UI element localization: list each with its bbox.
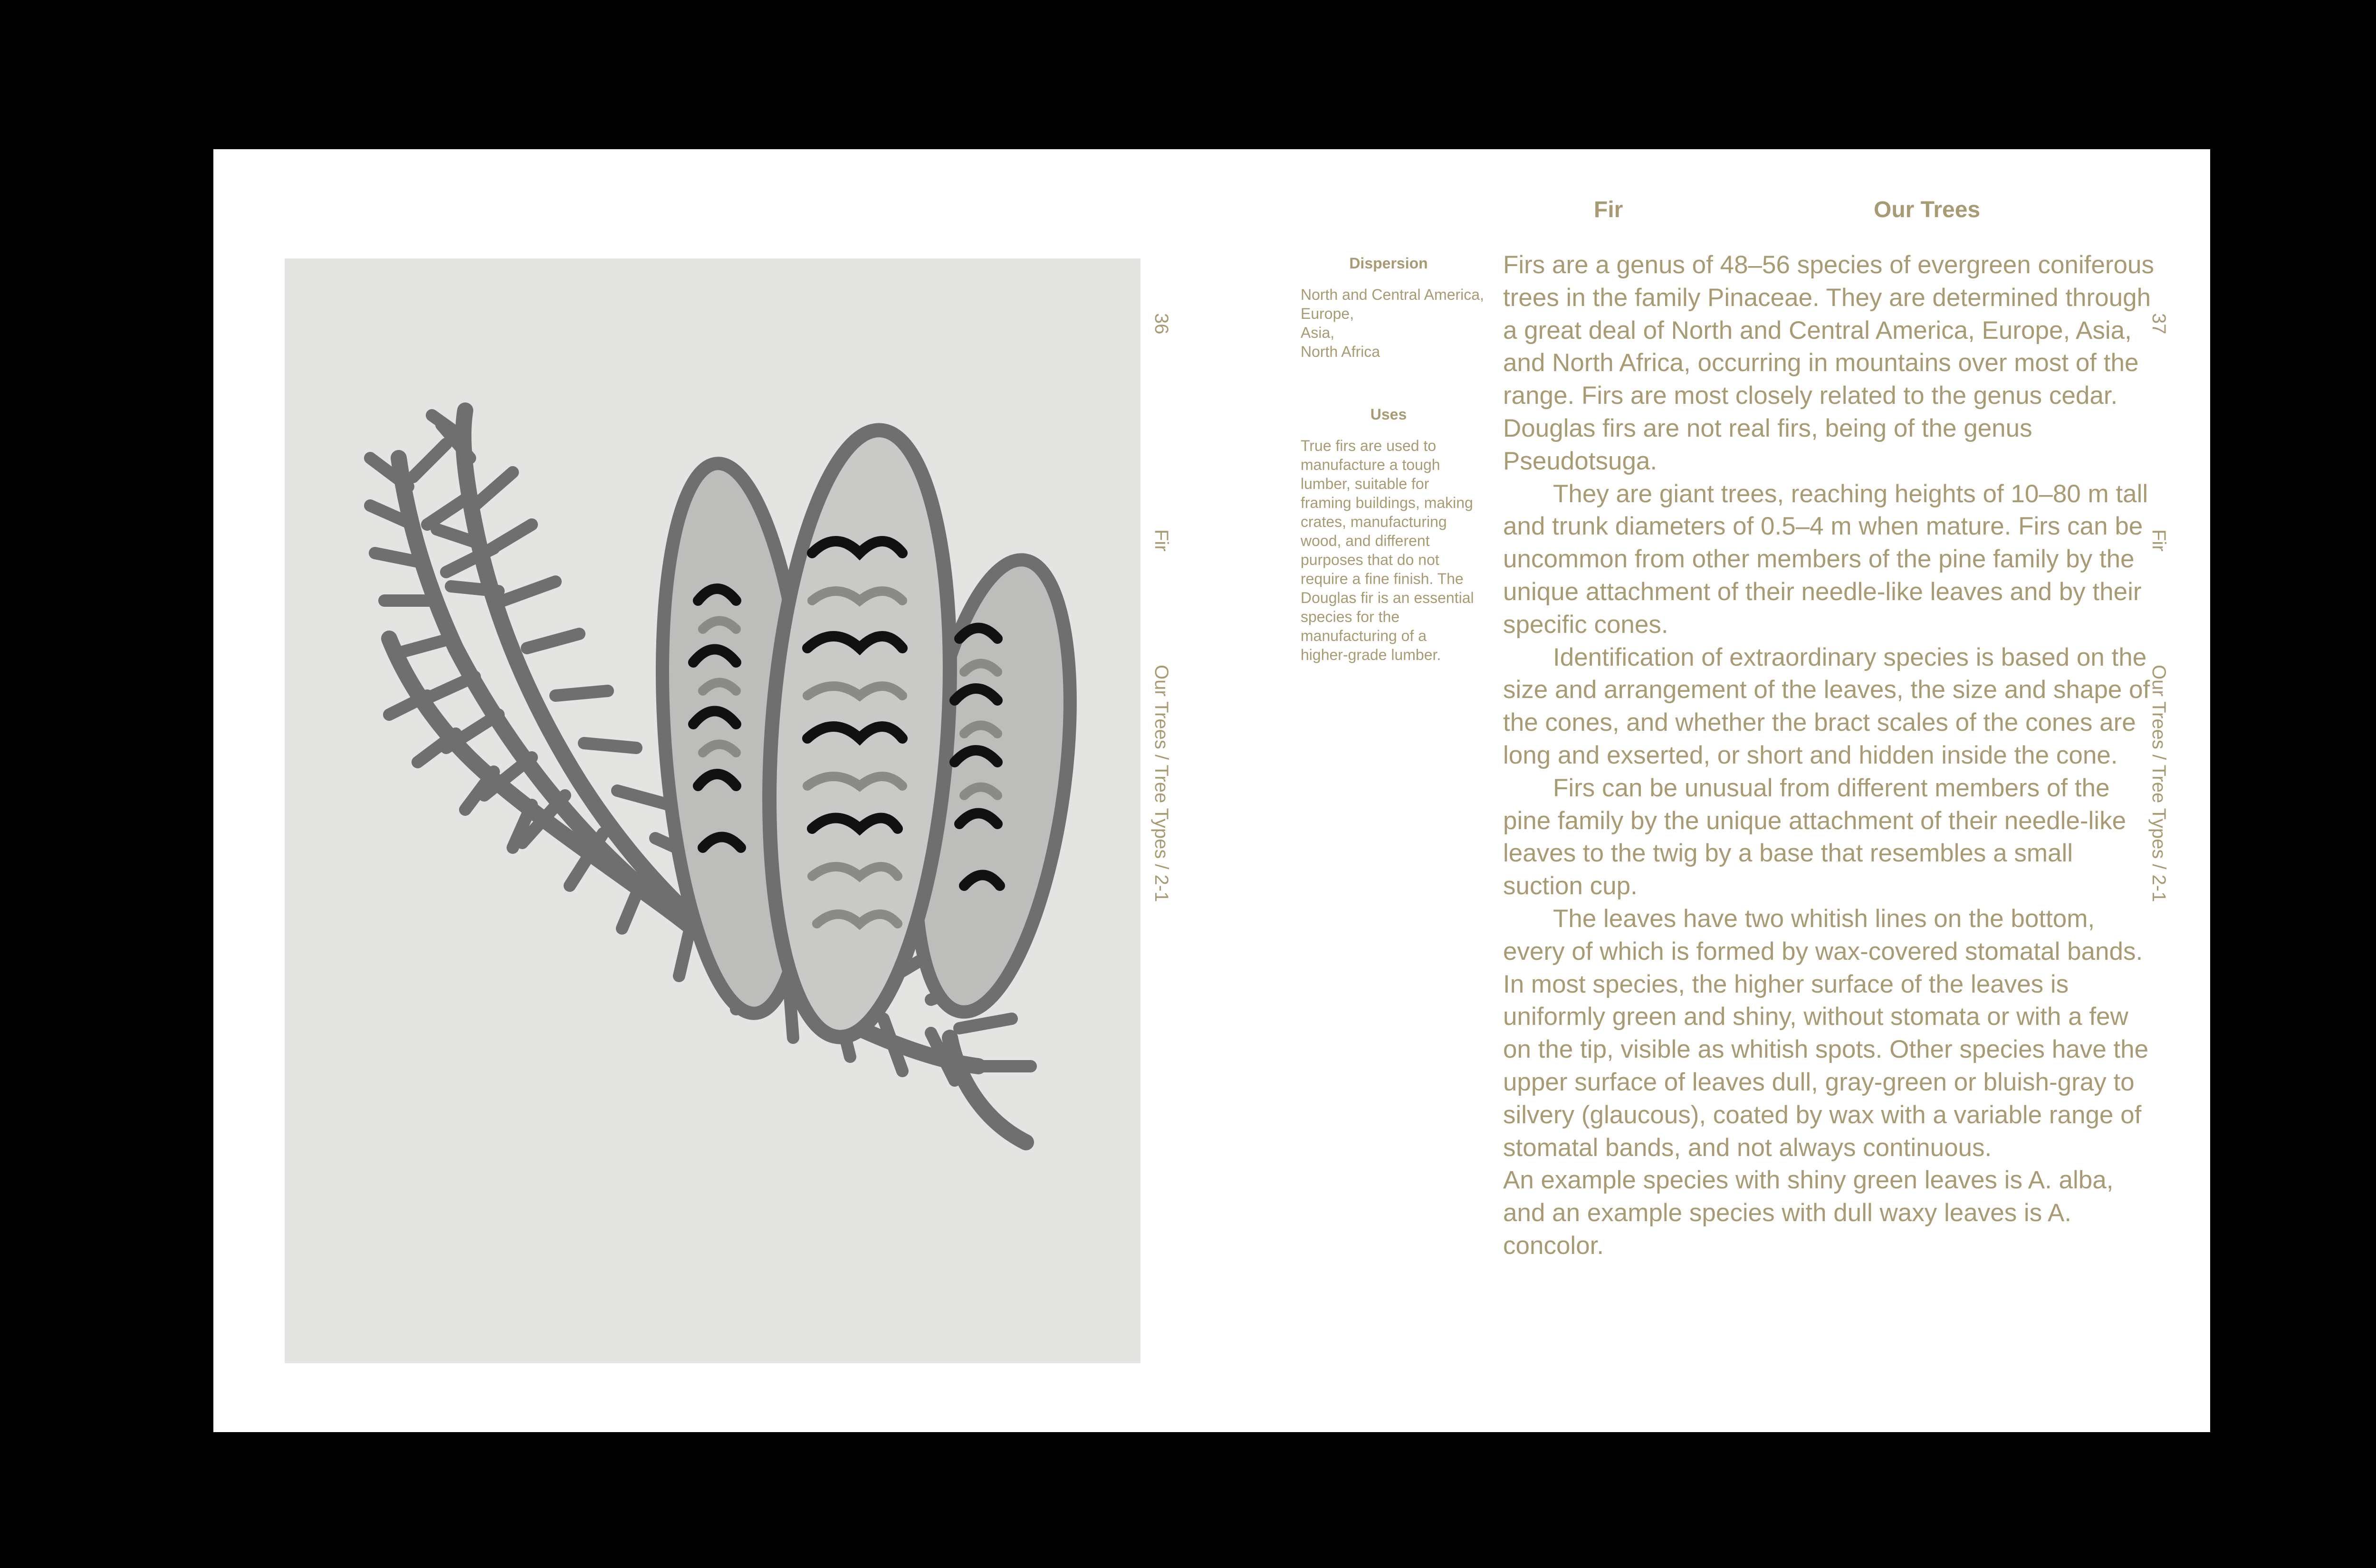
uses-text: True firs are used to manufacture a tough lumber, suitable for framing buildings, making crates, manufacturing wood, and different purposes that do not require a fine finish. The Douglas fir is an essential species for the manufacturing of a higher-grade lumber. [1301,437,1474,663]
paragraph: Identification of extraordinary species is based on the size and arrangement of the leaves, the size and shape of the cones, and whether the bract scales of the cones are long and exserted, or short and hidden inside the cone. [1503,643,2150,769]
running-section-right: Our Trees / Tree Types / 2-1 [2148,665,2169,902]
header-section: Our Trees [1874,197,1981,222]
paragraph: Firs are a genus of 48–56 species of evergreen coniferous trees in the family Pinaceae. They are determined through a great deal of North and Central America, Europe, Asia, and North Africa, occurring in mountains over most of the range. Firs are most closely related to the genus cedar. Douglas firs are not real firs, being of the genus Pseudotsuga. [1503,251,2154,475]
running-title-right: Fir [2148,529,2169,552]
uses-heading: Uses [1370,406,1407,423]
running-title-left: Fir [1151,529,1172,552]
fir-illustration [285,258,1140,1363]
book-spread [213,149,2210,1432]
body-text [1503,249,2159,1262]
paragraph: They are giant trees, reaching heights of 10–80 m tall and trunk diameters of 0.5–4 m when mature. Firs can be uncommon from other members of the pine family by the unique attachment of their needle-like leaves and by their specific cones. [1503,479,2148,639]
paragraph: An example species with shiny green leaves is A. alba, and an example species with dull waxy leaves is A. concolor. [1503,1166,2114,1260]
page-number-right: 37 [2148,313,2169,335]
paragraph: The leaves have two whitish lines on the bottom, every of which is formed by wax-covered stomatal bands. In most species, the higher surface of the leaves is uniformly green and shiny, without stomata or with a few on the tip, visible as whitish spots. Other species have the upper surface of leaves dull, gray-green or bluish-gray to silvery (glaucous), coated by wax with a variable range of stomatal bands, and not always continuous. [1503,904,2149,1162]
header-title: Fir [1594,197,1623,222]
running-section-left: Our Trees / Tree Types / 2-1 [1151,665,1172,902]
fir-ink-painting [285,258,1140,1363]
paragraph: Firs can be unusual from different members of the pine family by the unique attachment of their needle-like leaves to the twig by a base that resembles a small suction cup. [1503,774,2127,900]
dispersion-text: North and Central America, Europe, Asia, North Africa [1301,286,1484,360]
sidebar-dispersion [1301,254,1491,361]
page-number-left: 36 [1151,313,1172,335]
dispersion-heading: Dispersion [1349,255,1428,272]
sidebar-uses [1301,405,1476,664]
